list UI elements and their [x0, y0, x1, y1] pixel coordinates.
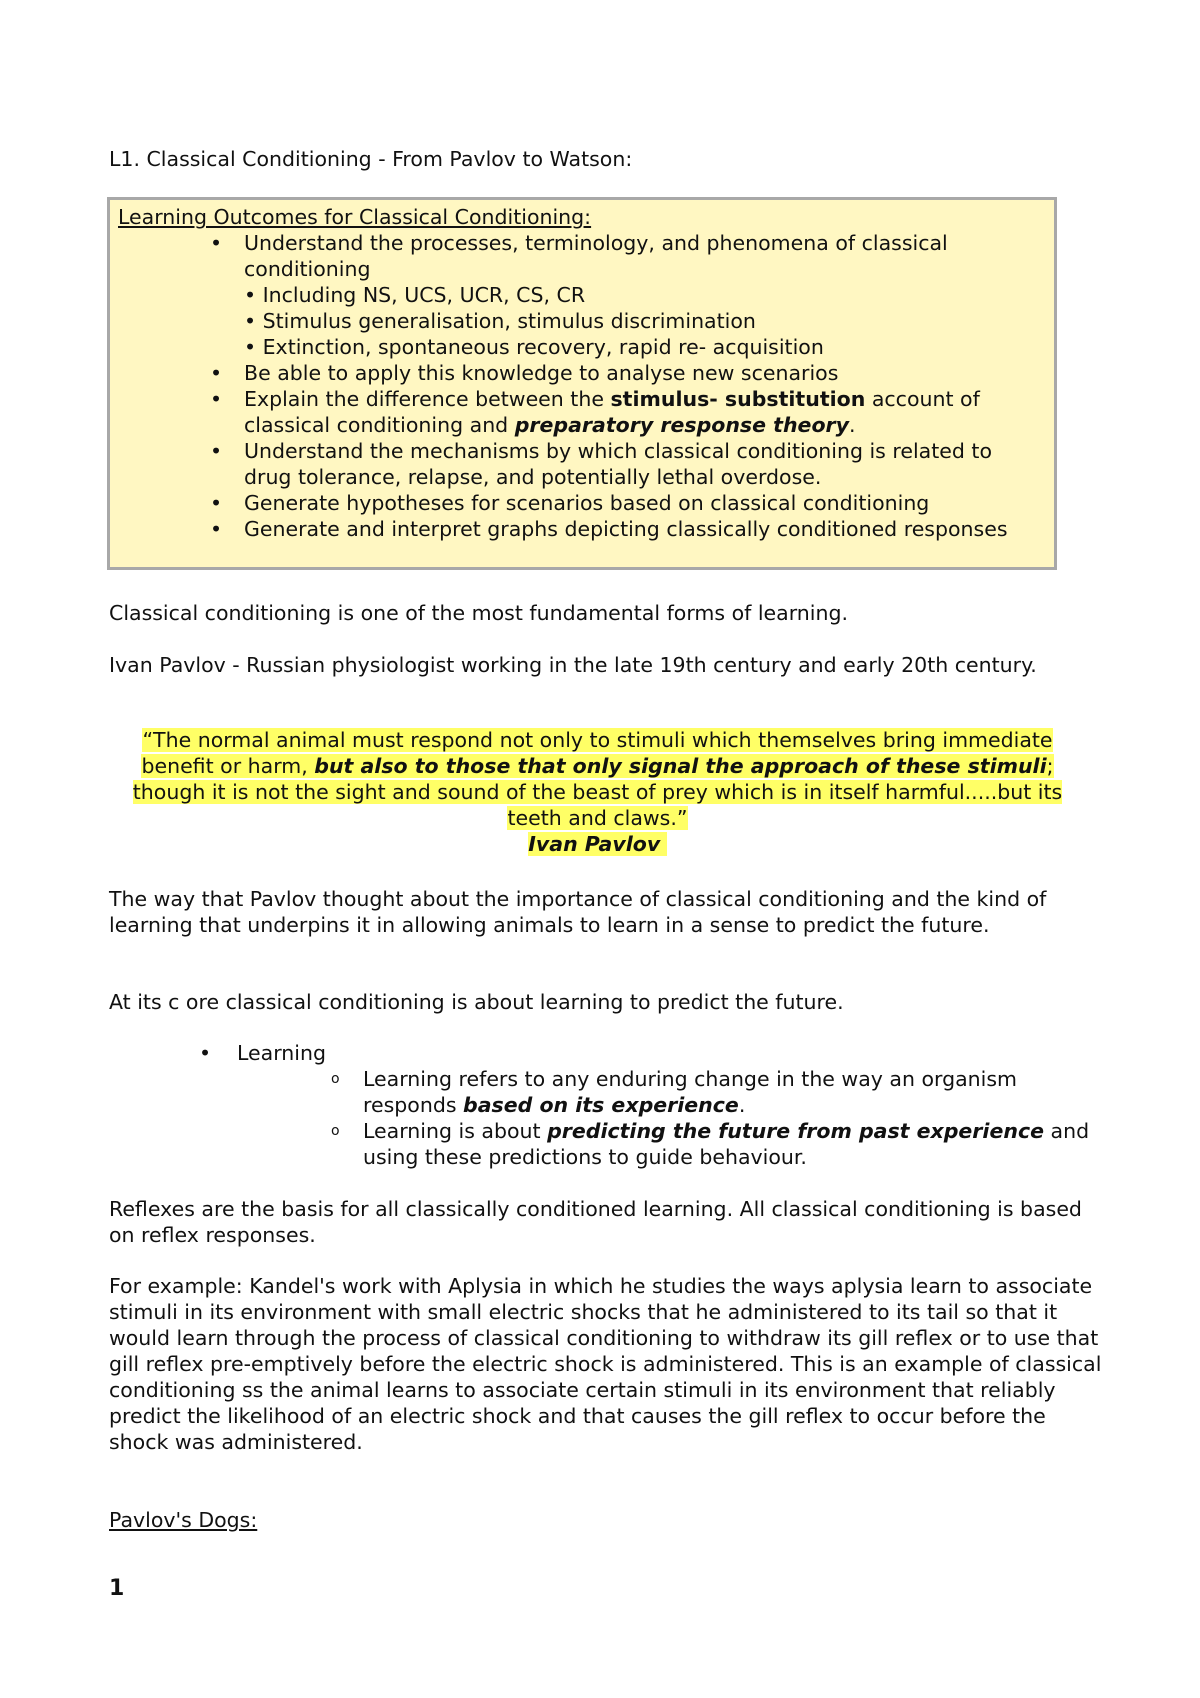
outcomes-heading: Learning Outcomes for Classical Conditioning: — [118, 205, 592, 229]
list-item: • Learning — [199, 1041, 326, 1065]
quote-author: Ivan Pavlov — [528, 832, 661, 856]
paragraph: At its c ore classical conditioning is about learning to predict the future. — [109, 990, 844, 1014]
bullet-icon: • — [210, 517, 223, 541]
outcome-item: • Generate hypotheses for scenarios based on classical conditioning — [210, 491, 930, 515]
outcomes-list — [118, 230, 1042, 542]
page-number: 1 — [109, 1576, 125, 1601]
bullet-icon: • — [210, 231, 223, 255]
list-subitem: o Learning is about predicting the future from past experience and using these predictions to guide behaviour. — [331, 1119, 1090, 1169]
learning-outcomes-box — [107, 197, 1057, 570]
learning-list — [109, 1040, 1109, 1170]
outcome-item: • Be able to apply this knowledge to analyse new scenarios — [210, 361, 839, 385]
term-preparatory-response-theory: preparatory response theory — [514, 413, 850, 437]
paragraph: Classical conditioning is one of the most fundamental forms of learning. — [109, 601, 848, 625]
term-stimulus-substitution: stimulus- substitution — [610, 387, 866, 411]
outcome-subitem: • Extinction, spontaneous recovery, rapid re- acquisition — [244, 335, 824, 359]
bullet-icon: • — [210, 387, 223, 411]
outcome-item: • Understand the mechanisms by which classical conditioning is related to drug tolerance, relapse, and potentially lethal overdose. — [210, 439, 992, 489]
paragraph: The way that Pavlov thought about the importance of classical conditioning and the kind of learning that underpins it in allowing animals to learn in a sense to predict the future. — [109, 887, 1047, 937]
outcome-subitem: • Stimulus generalisation, stimulus discrimination — [244, 309, 756, 333]
outcome-subitem: • Including NS, UCS, UCR, CS, CR — [244, 283, 586, 307]
bullet-icon: • — [210, 361, 223, 385]
list-subitem: o Learning refers to any enduring change in the way an organism responds based on its experience. — [331, 1067, 1018, 1117]
bullet-icon: • — [199, 1041, 212, 1065]
outcome-item: • Explain the difference between the stimulus- substitution account of classical conditioning and preparatory response theory. — [210, 387, 980, 437]
section-heading: Pavlov's Dogs: — [109, 1508, 258, 1532]
bullet-icon: • — [210, 439, 223, 463]
outcome-item: • Generate and interpret graphs depicting classically conditioned responses — [210, 517, 1008, 541]
bullet-icon: • — [210, 491, 223, 515]
pavlov-quote: “The normal animal must respond not only to stimuli which themselves bring immediate benefit or harm, but also to those that only signal the approach of these stimuli; though it is not the sight and sound of the beast of prey which is in itself harmful.....but its teeth and claws.” Ivan Pavlov — [132, 728, 1063, 856]
paragraph: For example: Kandel's work with Aplysia in which he studies the ways aplysia learn to associate stimuli in its environment with small electric shocks that he administered to its tail so that it would learn through the process of classical conditioning to withdraw its gill reflex or to use that gill reflex pre-emptively before the electric shock is administered. This is an example of classical conditioning ss the animal learns to associate certain stimuli in its environment that reliably predict the likelihood of an electric shock and that causes the gill reflex to occur before the shock was administered. — [109, 1274, 1102, 1454]
paragraph: Ivan Pavlov - Russian physiologist working in the late 19th century and early 20th century. — [109, 653, 1037, 677]
document-title: L1. Classical Conditioning - From Pavlov to Watson: — [109, 147, 633, 171]
circle-bullet-icon: o — [331, 1123, 340, 1139]
paragraph: Reflexes are the basis for all classically conditioned learning. All classical conditioning is based on reflex responses. — [109, 1197, 1082, 1247]
quote-emphasis: but also to those that only signal the approach of these stimuli — [314, 754, 1047, 778]
outcome-item: • Understand the processes, terminology, and phenomena of classical conditioning • Including NS, UCS, UCR, CS, CR • Stimulus generalisation, stimulus discrimination • Extinction, spontaneous recovery, rapid re- acquisition — [118, 230, 1042, 360]
circle-bullet-icon: o — [331, 1071, 340, 1087]
